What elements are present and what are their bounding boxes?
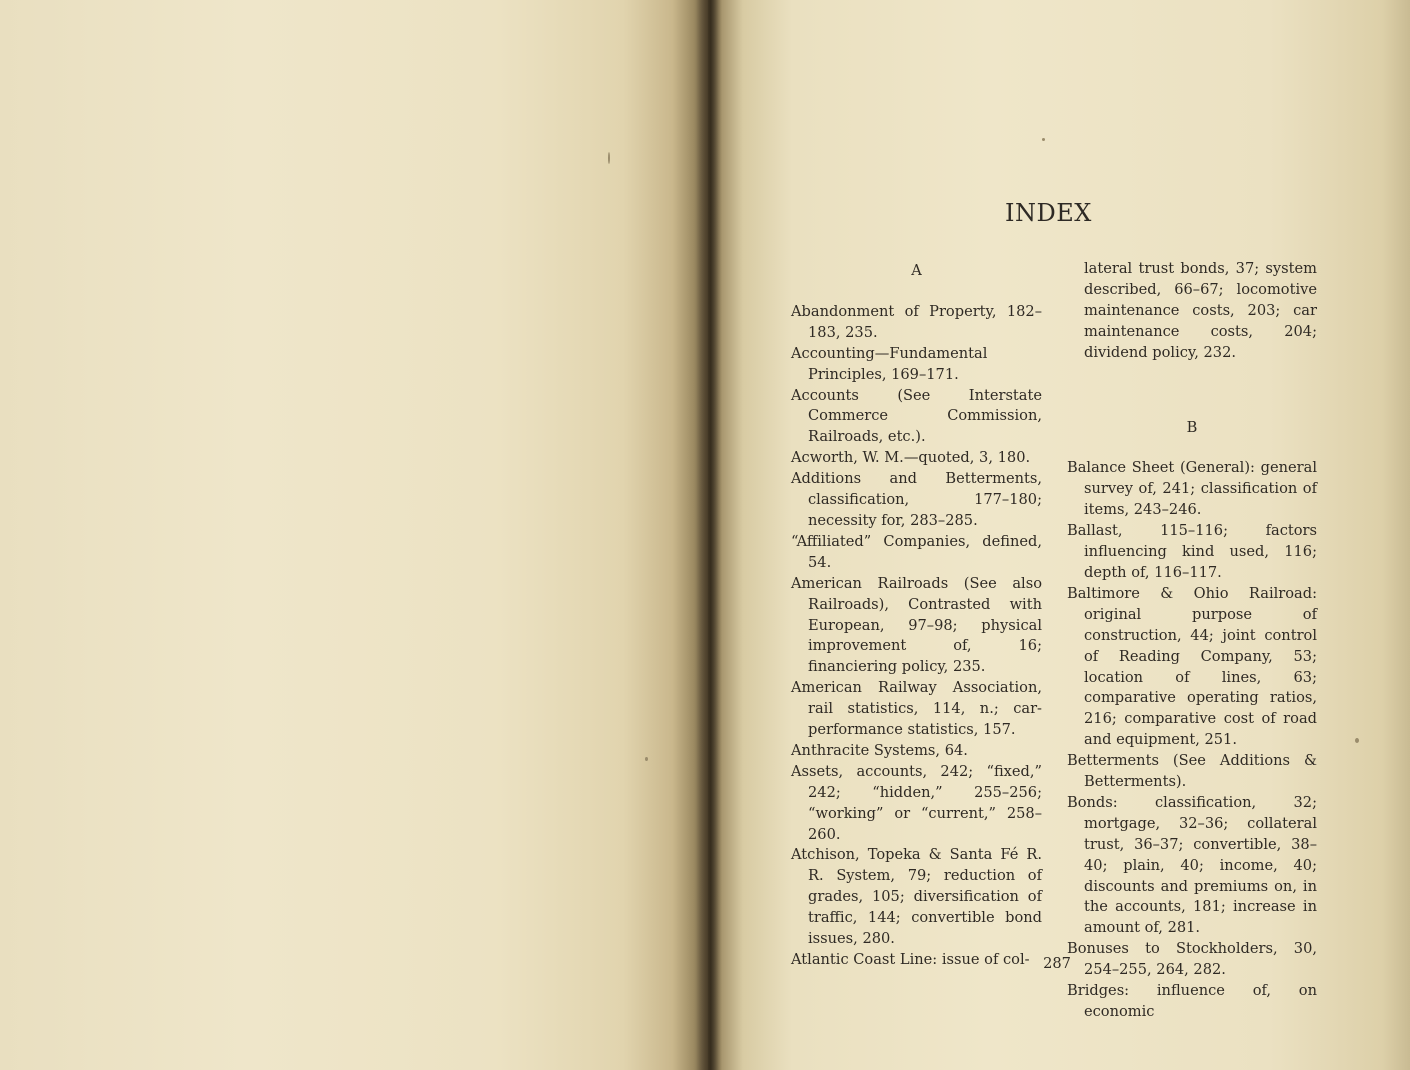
index-entry: Betterments (See Additions & Betterments). [1067, 752, 1317, 791]
index-entry: American Railroads (See also Railroads), Contrasted with European, 97–98; physical improvement of, 16; financiering policy, 235. [791, 574, 1042, 676]
section-letter-a: A [911, 262, 922, 279]
index-entry: Abandonment of Property, 182–183, 235. [791, 302, 1042, 341]
index-entry: Accounting—Fundamental Principles, 169–171. [791, 344, 988, 383]
index-column-right [1067, 259, 1317, 1023]
section-spacer [1067, 364, 1317, 416]
index-column-left [791, 259, 1042, 971]
index-entry: Balance Sheet (General): general survey of, 241; classification of items, 243–246. [1067, 459, 1317, 519]
index-entry: Assets, accounts, 242; “fixed,” 242; “hidden,” 255–256; “working” or “current,” 258–260. [791, 762, 1042, 843]
page-number: 287 [1043, 955, 1071, 972]
paper-speck [1355, 738, 1359, 743]
index-entry: Ballast, 115–116; factors influencing kind used, 116; depth of, 116–117. [1067, 522, 1317, 581]
index-entry: Accounts (See Interstate Commerce Commission, Railroads, etc.). [791, 386, 1042, 446]
section-letter-b: B [1186, 418, 1198, 436]
paper-speck [645, 757, 648, 761]
index-entry: Atchison, Topeka & Santa Fé R. R. System, 79; reduction of grades, 105; diversification of traffic, 144; convertible bond issues, 280. [791, 846, 1042, 948]
index-entry: Acworth, W. M.—quoted, 3, 180. [791, 449, 1031, 467]
index-entry: Anthracite Systems, 64. [791, 741, 968, 759]
index-entry: “Affiliated” Companies, defined, 54. [791, 532, 1042, 571]
index-entry: Baltimore & Ohio Railroad: original purpose of construction, 44; joint control of Reading Company, 53; location of lines, 63; comparative operating ratios, 216; comparative cost of road and equipment, 251. [1067, 584, 1317, 749]
index-entry: American Railway Association, rail statistics, 114, n.; car-performance statistics, 157. [791, 679, 1042, 739]
index-entry: Additions and Betterments, classification, 177–180; necessity for, 283–285. [791, 470, 1042, 529]
paper-speck [608, 152, 610, 164]
index-entry: Bonuses to Stockholders, 30, 254–255, 264, 282. [1067, 940, 1317, 979]
page-title: INDEX [1005, 199, 1092, 227]
book-gutter [696, 0, 722, 1070]
paper-speck [1042, 138, 1045, 141]
index-entry: Atlantic Coast Line: issue of col- [791, 951, 1030, 968]
index-entry-continuation: lateral trust bonds, 37; system described, 66–67; locomotive maintenance costs, 203; car maintenance costs, 204; dividend policy, 232. [1084, 260, 1317, 361]
index-entry: Bonds: classification, 32; mortgage, 32–36; collateral trust, 36–37; convertible, 38–40; plain, 40; income, 40; discounts and premiums on, in the accounts, 181; increase in amount of, 281. [1067, 793, 1317, 937]
index-entry: Bridges: influence of, on economic [1067, 982, 1317, 1020]
